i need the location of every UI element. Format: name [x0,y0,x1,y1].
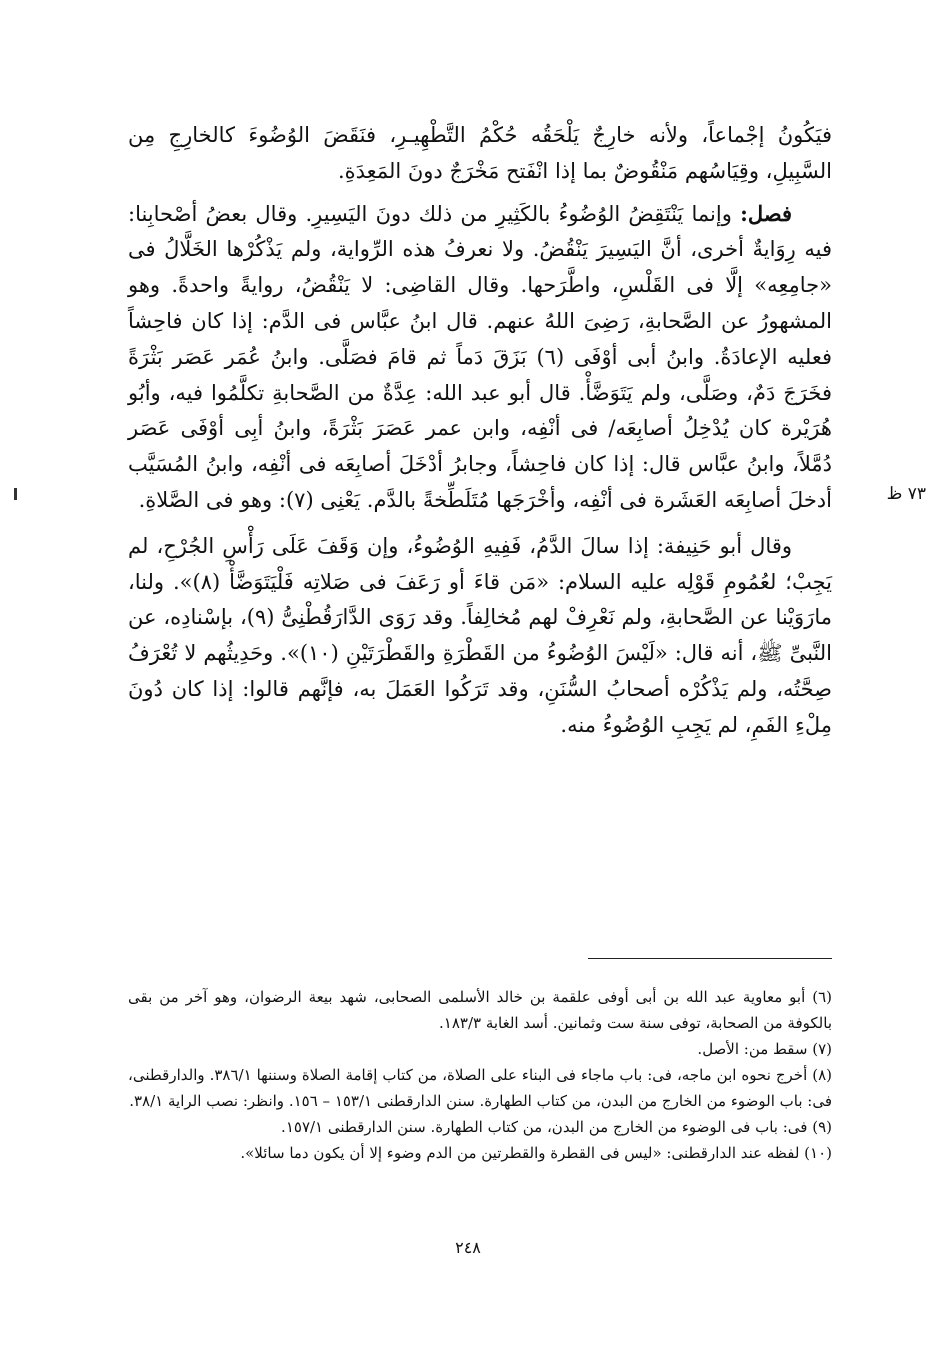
footnotes [128,984,832,1166]
footnote-separator [588,958,832,959]
section-heading: فصل: [740,200,792,226]
paragraph-2 [128,196,832,519]
footnote-7: (٧) سقط من: الأصل. [697,1040,832,1058]
manuscript-folio-note: ٧٣ ظ [886,484,926,504]
footnote-6: (٦) أبو معاوية عبد الله بن أبى أوفى علقمة بن خالد الأسلمى الصحابى، شهد بيعة الرضوان، وهو آخر من بقى بالكوفة من الصحابة، توفى سنة ست وثمانين. أسد الغابة ١٨٣/٣. [128,988,832,1032]
paragraph-2-text: وإنما يَنْتَقِضُ الوُضُوءُ بالكَثِيرِ من ذلك دونَ اليَسِيرِ. وقال بعضُ أصْحابِنا: فيه رِوَايةٌ أخرى، أنَّ اليَسِيرَ يَنْقُضُ. ولا نعرفُ هذه الرِّواية، ولم يَذْكُرْها الخَلَّالُ فى «جامِعِه» إلَّا فى القَلْسِ، واطَّرَحها. وقال القاضِى: لا يَنْقُضُ، روايةً واحدةً. وهو المشهورُ عن الصَّحابةِ، رَضِىَ اللهُ عنهم. قال ابنُ عبَّاس فى الدَّم: إذا كان فاحِشاً فعليه الإعادَةُ. وابنُ أبى أوْفَى (٦) بَزَقَ دَماً ثم قامَ فصَلَّى. وابنُ عُمَر عَصَر بَثْرَةً فخَرَجَ دَمٌ، وصَلَّى، ولم يَتَوَضَّأْ. قال أبو عبد الله: عِدَّةٌ من الصَّحابةِ تكلَّمُوا فيه، وأبُو هُرَيْرة كان يُدْخِلُ أصابِعَه/ فى أنْفِه، وابن عمر عَصَرَ بَثْرَةً، وابنُ أبِى أوْفَى عَصَر دُمَّلاً، وابنُ عبَّاس قال: إذا كان فاحِشاً، وجابرُ أدْخَلَ أصابِعَه فى أنْفِه، وابنُ المُسَيَّب أدخلَ أصابِعَه العَشَرة فى أنْفِه، وأخْرَجَها مُتَلَطِّخةً بالدَّم. يَعْنِى (٧): وهو فى الصَّلاةِ. [128,201,832,512]
footnote-9: (٩) فى: باب فى الوضوء من الخارج من البدن، من كتاب الطهارة. سنن الدارقطنى ١٥٧/١. [281,1118,832,1136]
scan-edge-mark [14,488,17,500]
footnote-8: (٨) أخرج نحوه ابن ماجه، فى: باب ماجاء فى البناء على الصلاة، من كتاب إقامة الصلاة وسننها ٣٨٦/١. والدارقطنى، فى: باب الوضوء من الخارج من البدن، من كتاب الطهارة. سنن الدارقطنى ١٥٣/١ – ١٥٦. وانظر: نصب الراية ٣٨/١. [128,1066,832,1110]
footnote-10: (١٠) لفظه عند الدارقطنى: «ليس فى القطرة والقطرتين من الدم وضوء إلا أن يكون دما سائلا». [240,1144,832,1162]
paragraph-3: وقال أبو حَنِيفة: إذا سالَ الدَّمُ، فَفِيهِ الوُضُوءُ، وإن وَقَفَ عَلَى رَأْسِ الجُرْحِ، لم يَجِبْ؛ لعُمُومِ قَوْلِه عليه السلام: «مَن قاءَ أو رَعَفَ فى صَلاتِه فَلْيَتَوَضَّأْ (٨)». ولنا، مارَوَيْنا عن الصَّحابةِ، ولم نَعْرِفْ لهم مُخالِفاً. وقد رَوَى الدَّارَقُطْنِىُّ (٩)، بإسْنادِه، عن النَّبىِّ ﷺ، أنه قال: «لَيْسَ الوُضُوءُ من القَطْرَةِ والقَطْرَتَيْنِ (١٠)». وحَدِيثُهم لا تُعْرَفُ صِحَّتُه، ولم يَذْكُرْه أصحابُ السُّنَنِ، وقد تَرَكُوا العَمَلَ به، فإنَّهم قالوا: إذا كان دُونَ مِلْءِ الفَمِ، لم يَجِبِ الوُضُوءُ منه. [128,533,832,737]
paragraph-1: فيَكُونُ إجْماعاً، ولأنه خارِجٌ يَلْحَقُه حُكْمُ التَّطْهِيـرِ، فنَقَضَ الوُضُوءَ كالخارِجِ مِن السَّبِيلِ، وقِيَاسُهم مَنْقُوضٌ بما إذا انْفَتح مَخْرَجٌ دونَ المَعِدَةِ. [128,123,832,183]
page-number: ٢٤٨ [455,1238,481,1257]
main-text [128,118,832,744]
